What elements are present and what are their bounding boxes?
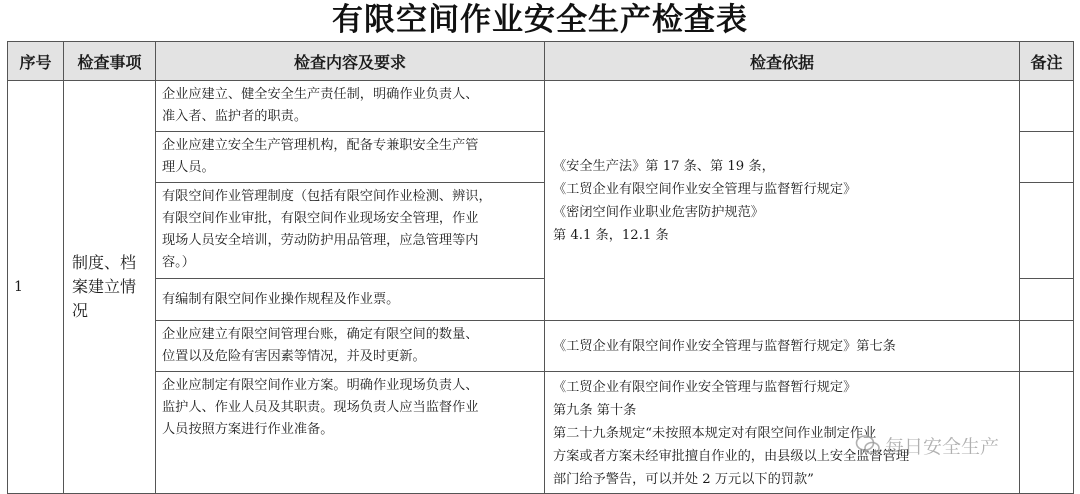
remark-cell [1020,321,1074,372]
content-cell: 有限空间作业管理制度（包括有限空间作业检测、辨识， 有限空间作业审批，有限空间作业现场安全管理，作业 现场人员安全培训，劳动防护用品管理，应急管理等内 容。） [156,183,545,279]
remark-cell [1020,81,1074,132]
header-basis: 检查依据 [545,42,1020,81]
basis-cell: 《安全生产法》第 17 条、第 19 条， 《工贸企业有限空间作业安全管理与监督暂行规定》 《密闭空间作业职业危害防护规范》 第 4.1 条，12.1 条 [545,81,1020,321]
content-cell: 企业应建立、健全安全生产责任制，明确作业负责人、 准入者、监护者的职责。 [156,81,545,132]
remark-cell [1020,279,1074,321]
content-cell: 企业应制定有限空间作业方案。明确作业现场负责人、 监护人、作业人员及其职责。现场负责人应当监督作业 人员按照方案进行作业准备。 [156,372,545,494]
remark-cell [1020,183,1074,279]
inspection-table [7,41,1074,494]
header-item: 检查事项 [64,42,156,81]
row-number: 1 [8,81,64,494]
header-remark: 备注 [1020,42,1074,81]
basis-cell: 《工贸企业有限空间作业安全管理与监督暂行规定》 第九条 第十条 第二十九条规定“未按照本规定对有限空间作业制定作业 方案或者方案未经审批擅自作业的，由县级以上安全监督管理 部门给予警告，可以并处 2 万元以下的罚款” [545,372,1020,494]
content-cell: 企业应建立安全生产管理机构，配备专兼职安全生产管 理人员。 [156,132,545,183]
header-content: 检查内容及要求 [156,42,545,81]
check-item: 制度、档 案建立情 况 [64,81,156,494]
page-title: 有限空间作业安全生产检查表 [332,2,748,38]
table-row [8,81,1074,132]
watermark [855,428,1080,462]
table-row [8,321,1074,372]
header-no: 序号 [8,42,64,81]
remark-cell [1020,132,1074,183]
wechat-icon [855,434,881,456]
header-row [8,42,1074,81]
watermark-text: 每日安全生产 [885,435,1000,458]
basis-cell: 《工贸企业有限空间作业安全管理与监督暂行规定》第七条 [545,321,1020,372]
content-cell: 有编制有限空间作业操作规程及作业票。 [156,279,545,321]
content-cell: 企业应建立有限空间管理台账，确定有限空间的数量、 位置以及危险有害因素等情况，并及时更新。 [156,321,545,372]
